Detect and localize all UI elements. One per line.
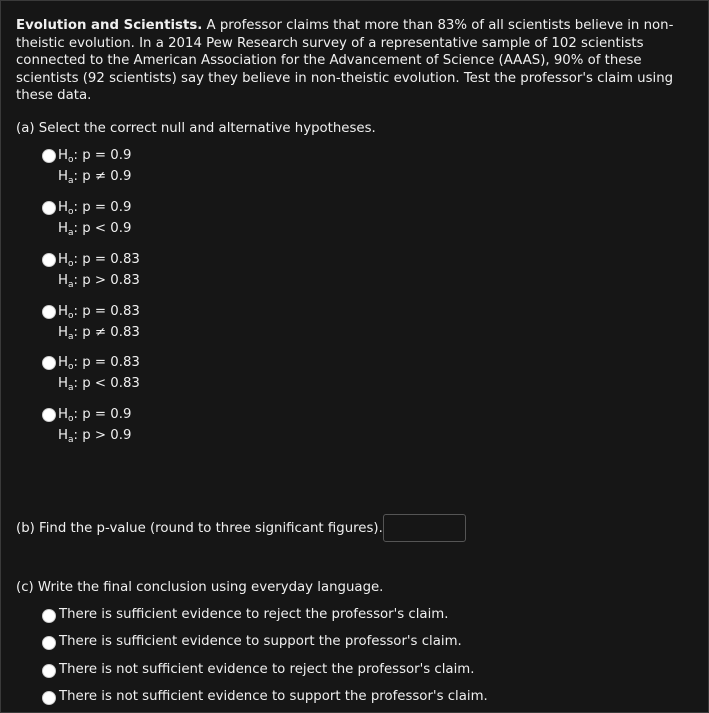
radio-button[interactable]: [42, 664, 56, 678]
null-hypothesis: $H_o$: p = 0.83: [58, 355, 140, 372]
part-c-prompt: (c) Write the final conclusion using everyday language.: [16, 580, 384, 595]
null-hypothesis: $H_o$: p = 0.9: [58, 407, 132, 424]
null-hypothesis: $H_o$: p = 0.83: [58, 252, 140, 269]
alt-hypothesis: $H_a$: p ≠ 0.9: [58, 169, 132, 186]
alt-hypothesis: $H_a$: p > 0.83: [58, 273, 140, 290]
null-hypothesis: $H_o$: p = 0.83: [58, 304, 140, 321]
p-value-input[interactable]: [383, 514, 466, 542]
radio-button[interactable]: [42, 253, 56, 267]
radio-button[interactable]: [42, 356, 56, 370]
conclusion-label: There is not sufficient evidence to reject the professor's claim.: [59, 662, 475, 677]
alt-hypothesis: $H_a$: p ≠ 0.83: [58, 325, 140, 342]
problem-title: Evolution and Scientists.: [16, 18, 203, 33]
alt-hypothesis: $H_a$: p < 0.9: [58, 221, 132, 238]
problem-statement: [16, 17, 696, 105]
null-hypothesis: $H_o$: p = 0.9: [58, 200, 132, 217]
radio-button[interactable]: [42, 691, 56, 705]
radio-button[interactable]: [42, 609, 56, 623]
radio-button[interactable]: [42, 201, 56, 215]
radio-button[interactable]: [42, 149, 56, 163]
alt-hypothesis: $H_a$: p < 0.83: [58, 376, 140, 393]
radio-button[interactable]: [42, 305, 56, 319]
problem-body: A professor claims that more than 83% of all scientists believe in non-theistic evolution. In a 2014 Pew Research survey of a representative sample of 102 scientists connected to the American Association for the Advancement of Science (AAAS), 90% of these scientists (92 scientists) say they believe in non-theistic evolution. Test the professor's claim using these data.: [16, 18, 674, 103]
conclusion-label: There is sufficient evidence to reject the professor's claim.: [59, 607, 449, 622]
radio-button[interactable]: [42, 636, 56, 650]
radio-button[interactable]: [42, 408, 56, 422]
part-a-prompt: (a) Select the correct null and alternative hypotheses.: [16, 121, 376, 136]
part-b-prompt: (b) Find the p-value (round to three significant figures).: [16, 521, 383, 536]
conclusion-label: There is not sufficient evidence to support the professor's claim.: [59, 689, 488, 704]
conclusion-label: There is sufficient evidence to support the professor's claim.: [59, 634, 462, 649]
null-hypothesis: $H_o$: p = 0.9: [58, 148, 132, 165]
alt-hypothesis: $H_a$: p > 0.9: [58, 428, 132, 445]
